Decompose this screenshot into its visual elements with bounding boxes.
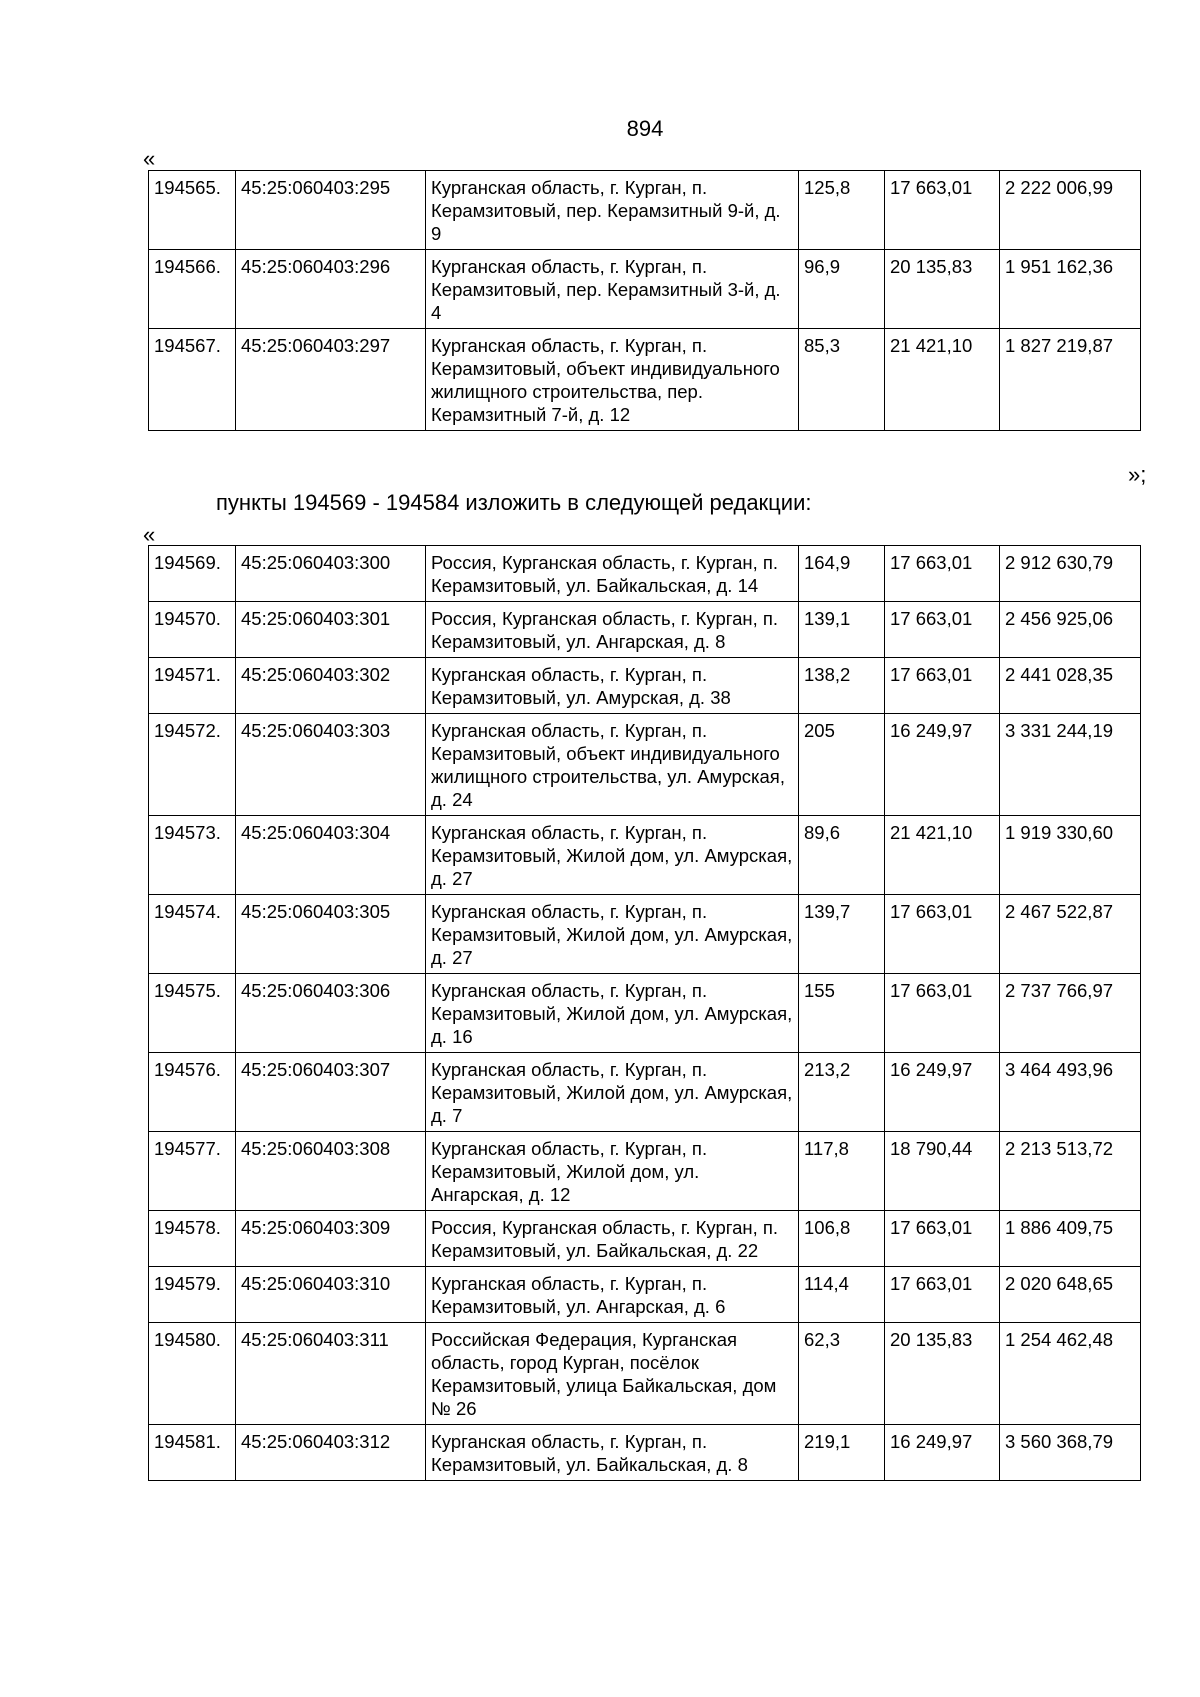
- rate-cell: 16 249,97: [885, 1053, 1000, 1132]
- area-cell: 114,4: [799, 1267, 885, 1323]
- item-number-cell: 194570.: [149, 602, 236, 658]
- amendment-instruction: пункты 194569 - 194584 изложить в следующей редакции:: [216, 490, 812, 515]
- area-cell: 155: [799, 974, 885, 1053]
- address-cell: Российская Федерация, Курганская область, город Курган, посёлок Керамзитовый, улица Байкальская, дом № 26: [426, 1323, 799, 1425]
- cadastral-number-cell: 45:25:060403:303: [236, 714, 426, 816]
- cadastral-value-cell: 1 886 409,75: [1000, 1211, 1141, 1267]
- table-row: [149, 816, 1141, 895]
- property-table-2-body: [149, 546, 1141, 1481]
- cadastral-number-cell: 45:25:060403:301: [236, 602, 426, 658]
- table-row: [149, 1323, 1141, 1425]
- area-cell: 213,2: [799, 1053, 885, 1132]
- table-row: [149, 1132, 1141, 1211]
- table-row: [149, 974, 1141, 1053]
- cadastral-value-cell: 2 456 925,06: [1000, 602, 1141, 658]
- table-row: [149, 329, 1141, 431]
- cadastral-number-cell: 45:25:060403:307: [236, 1053, 426, 1132]
- area-cell: 219,1: [799, 1425, 885, 1481]
- cadastral-value-cell: 1 919 330,60: [1000, 816, 1141, 895]
- rate-cell: 21 421,10: [885, 329, 1000, 431]
- cadastral-value-cell: 2 467 522,87: [1000, 895, 1141, 974]
- cadastral-value-cell: 3 560 368,79: [1000, 1425, 1141, 1481]
- rate-cell: 16 249,97: [885, 1425, 1000, 1481]
- address-cell: Россия, Курганская область, г. Курган, п. Керамзитовый, ул. Байкальская, д. 22: [426, 1211, 799, 1267]
- cadastral-value-cell: 2 020 648,65: [1000, 1267, 1141, 1323]
- address-cell: Курганская область, г. Курган, п. Керамзитовый, ул. Байкальская, д. 8: [426, 1425, 799, 1481]
- rate-cell: 21 421,10: [885, 816, 1000, 895]
- table-row: [149, 895, 1141, 974]
- item-number-cell: 194566.: [149, 250, 236, 329]
- area-cell: 96,9: [799, 250, 885, 329]
- cadastral-value-cell: 3 331 244,19: [1000, 714, 1141, 816]
- cadastral-value-cell: 2 222 006,99: [1000, 171, 1141, 250]
- address-cell: Курганская область, г. Курган, п. Керамзитовый, Жилой дом, ул. Амурская, д. 16: [426, 974, 799, 1053]
- rate-cell: 16 249,97: [885, 714, 1000, 816]
- cadastral-number-cell: 45:25:060403:300: [236, 546, 426, 602]
- cadastral-number-cell: 45:25:060403:305: [236, 895, 426, 974]
- area-cell: 106,8: [799, 1211, 885, 1267]
- address-cell: Курганская область, г. Курган, п. Керамзитовый, Жилой дом, ул. Амурская, д. 27: [426, 816, 799, 895]
- item-number-cell: 194571.: [149, 658, 236, 714]
- table-row: [149, 1425, 1141, 1481]
- cadastral-value-cell: 2 213 513,72: [1000, 1132, 1141, 1211]
- opening-quote: «: [143, 146, 156, 171]
- rate-cell: 17 663,01: [885, 546, 1000, 602]
- cadastral-value-cell: 2 737 766,97: [1000, 974, 1141, 1053]
- address-cell: Курганская область, г. Курган, п. Керамзитовый, объект индивидуального жилищного строительства, ул. Амурская, д. 24: [426, 714, 799, 816]
- property-table-2: [148, 545, 1141, 1481]
- item-number-cell: 194567.: [149, 329, 236, 431]
- cadastral-number-cell: 45:25:060403:296: [236, 250, 426, 329]
- page-number: 894: [626, 116, 664, 141]
- cadastral-number-cell: 45:25:060403:310: [236, 1267, 426, 1323]
- table-row: [149, 171, 1141, 250]
- address-cell: Курганская область, г. Курган, п. Керамзитовый, Жилой дом, ул. Амурская, д. 7: [426, 1053, 799, 1132]
- cadastral-number-cell: 45:25:060403:302: [236, 658, 426, 714]
- rate-cell: 17 663,01: [885, 1267, 1000, 1323]
- area-cell: 138,2: [799, 658, 885, 714]
- table-row: [149, 546, 1141, 602]
- opening-quote-2: «: [143, 522, 156, 547]
- cadastral-number-cell: 45:25:060403:297: [236, 329, 426, 431]
- area-cell: 139,7: [799, 895, 885, 974]
- item-number-cell: 194577.: [149, 1132, 236, 1211]
- cadastral-number-cell: 45:25:060403:306: [236, 974, 426, 1053]
- area-cell: 139,1: [799, 602, 885, 658]
- property-table-1: [148, 170, 1141, 431]
- address-cell: Курганская область, г. Курган, п. Керамзитовый, Жилой дом, ул. Амурская, д. 27: [426, 895, 799, 974]
- area-cell: 125,8: [799, 171, 885, 250]
- table-row: [149, 658, 1141, 714]
- cadastral-value-cell: 2 912 630,79: [1000, 546, 1141, 602]
- item-number-cell: 194569.: [149, 546, 236, 602]
- table-row: [149, 1267, 1141, 1323]
- item-number-cell: 194574.: [149, 895, 236, 974]
- rate-cell: 17 663,01: [885, 895, 1000, 974]
- area-cell: 85,3: [799, 329, 885, 431]
- rate-cell: 17 663,01: [885, 1211, 1000, 1267]
- item-number-cell: 194578.: [149, 1211, 236, 1267]
- table-row: [149, 1053, 1141, 1132]
- rate-cell: 17 663,01: [885, 602, 1000, 658]
- cadastral-value-cell: 1 827 219,87: [1000, 329, 1141, 431]
- cadastral-value-cell: 1 951 162,36: [1000, 250, 1141, 329]
- cadastral-number-cell: 45:25:060403:311: [236, 1323, 426, 1425]
- item-number-cell: 194579.: [149, 1267, 236, 1323]
- area-cell: 164,9: [799, 546, 885, 602]
- rate-cell: 17 663,01: [885, 171, 1000, 250]
- table-row: [149, 602, 1141, 658]
- table-row: [149, 250, 1141, 329]
- rate-cell: 18 790,44: [885, 1132, 1000, 1211]
- cadastral-number-cell: 45:25:060403:304: [236, 816, 426, 895]
- address-cell: Курганская область, г. Курган, п. Керамзитовый, ул. Ангарская, д. 6: [426, 1267, 799, 1323]
- address-cell: Курганская область, г. Курган, п. Керамзитовый, пер. Керамзитный 9-й, д. 9: [426, 171, 799, 250]
- table-row: [149, 714, 1141, 816]
- address-cell: Россия, Курганская область, г. Курган, п. Керамзитовый, ул. Байкальская, д. 14: [426, 546, 799, 602]
- cadastral-number-cell: 45:25:060403:295: [236, 171, 426, 250]
- item-number-cell: 194580.: [149, 1323, 236, 1425]
- closing-quote: »;: [1128, 462, 1147, 487]
- item-number-cell: 194581.: [149, 1425, 236, 1481]
- area-cell: 117,8: [799, 1132, 885, 1211]
- cadastral-value-cell: 1 254 462,48: [1000, 1323, 1141, 1425]
- rate-cell: 20 135,83: [885, 1323, 1000, 1425]
- item-number-cell: 194573.: [149, 816, 236, 895]
- address-cell: Россия, Курганская область, г. Курган, п. Керамзитовый, ул. Ангарская, д. 8: [426, 602, 799, 658]
- area-cell: 205: [799, 714, 885, 816]
- address-cell: Курганская область, г. Курган, п. Керамзитовый, пер. Керамзитный 3-й, д. 4: [426, 250, 799, 329]
- item-number-cell: 194572.: [149, 714, 236, 816]
- area-cell: 89,6: [799, 816, 885, 895]
- table-row: [149, 1211, 1141, 1267]
- rate-cell: 20 135,83: [885, 250, 1000, 329]
- cadastral-number-cell: 45:25:060403:312: [236, 1425, 426, 1481]
- cadastral-number-cell: 45:25:060403:308: [236, 1132, 426, 1211]
- address-cell: Курганская область, г. Курган, п. Керамзитовый, ул. Амурская, д. 38: [426, 658, 799, 714]
- property-table-1-body: [149, 171, 1141, 431]
- address-cell: Курганская область, г. Курган, п. Керамзитовый, Жилой дом, ул. Ангарская, д. 12: [426, 1132, 799, 1211]
- area-cell: 62,3: [799, 1323, 885, 1425]
- rate-cell: 17 663,01: [885, 658, 1000, 714]
- item-number-cell: 194565.: [149, 171, 236, 250]
- rate-cell: 17 663,01: [885, 974, 1000, 1053]
- item-number-cell: 194576.: [149, 1053, 236, 1132]
- cadastral-value-cell: 3 464 493,96: [1000, 1053, 1141, 1132]
- address-cell: Курганская область, г. Курган, п. Керамзитовый, объект индивидуального жилищного строительства, пер. Керамзитный 7-й, д. 12: [426, 329, 799, 431]
- cadastral-number-cell: 45:25:060403:309: [236, 1211, 426, 1267]
- item-number-cell: 194575.: [149, 974, 236, 1053]
- cadastral-value-cell: 2 441 028,35: [1000, 658, 1141, 714]
